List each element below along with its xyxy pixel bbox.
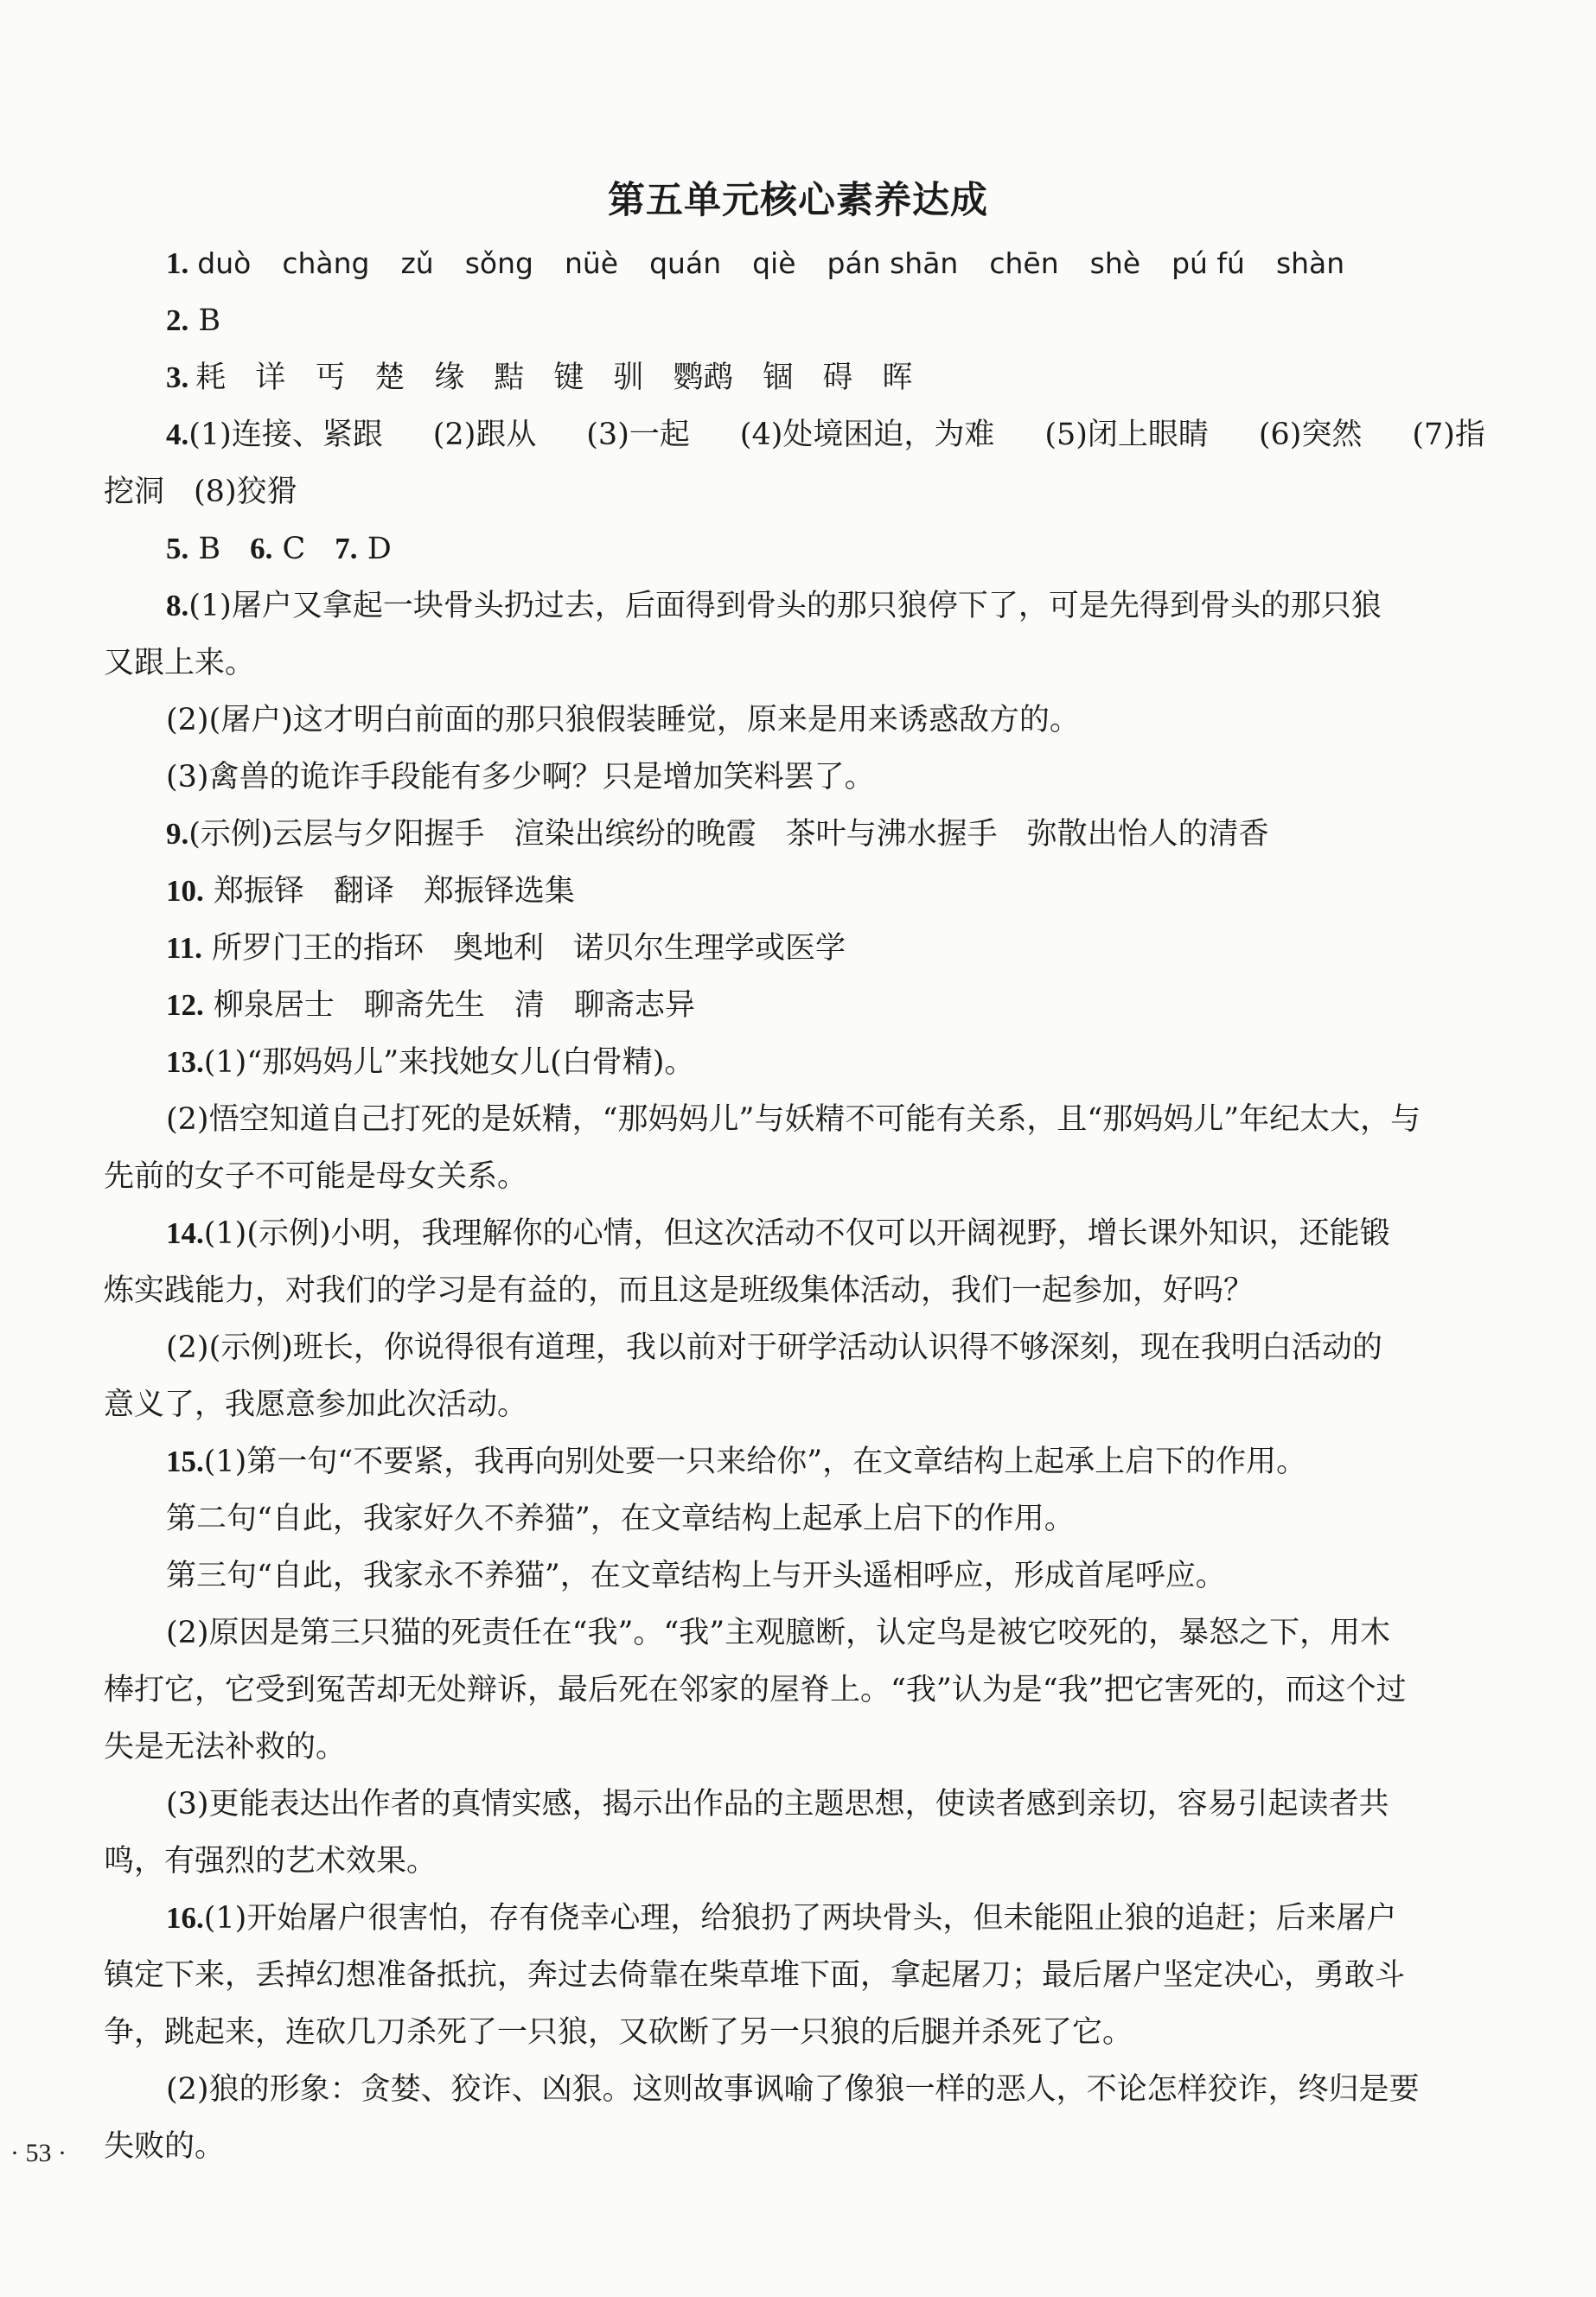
char-4: 楚 xyxy=(374,361,405,395)
q4-part-5: (5)闭上眼睛 xyxy=(1044,418,1209,452)
answer-16-line-4: (2)狼的形象：贪婪、狡诈、凶狠。这则故事讽喻了像狼一样的恶人，不论怎样狡诈，终归是要 xyxy=(166,2072,1420,2107)
answer-15-line-3: 第三句“自此，我家永不养猫”，在文章结构上与开头遥相呼应，形成首尾呼应。 xyxy=(166,1559,1226,1593)
q4-number: 4. xyxy=(166,418,189,451)
q9-part-2: 渲染出缤纷的晚霞 xyxy=(514,817,757,852)
q12-part-2: 聊斋先生 xyxy=(363,988,485,1023)
q10-part-3: 郑振铎选集 xyxy=(423,874,575,909)
q16-number: 16. xyxy=(166,1901,204,1935)
q6-number: 6. xyxy=(250,532,273,565)
answer-13-line-2: (2)悟空知道自己打死的是妖精，“那妈妈儿”与妖精不可能有关系，且“那妈妈儿”年纪太大，与 xyxy=(166,1102,1421,1137)
pinyin-8: pán shān xyxy=(827,246,959,280)
answer-13-line-1 xyxy=(104,1034,1485,1091)
q4-part-3: (3)一起 xyxy=(586,418,690,452)
pinyin-6: quán xyxy=(649,246,722,280)
q2-answer: B xyxy=(198,303,221,338)
q9-number: 9. xyxy=(166,817,189,851)
char-2: 详 xyxy=(255,361,286,395)
pinyin-3: zǔ xyxy=(400,246,434,280)
q4-part-6: (6)突然 xyxy=(1258,418,1363,452)
q1-number: 1. xyxy=(166,246,189,280)
answer-4-line-1 xyxy=(104,406,1485,463)
q12-number: 12. xyxy=(166,988,204,1022)
pinyin-7: qiè xyxy=(752,246,796,280)
q4-part-8: (8)狡猾 xyxy=(194,475,297,509)
pinyin-11: pú fú xyxy=(1171,246,1245,280)
pinyin-12: shàn xyxy=(1275,246,1345,280)
q11-part-1: 所罗门王的指环 xyxy=(211,931,424,966)
pinyin-4: sǒng xyxy=(464,246,533,280)
answer-2 xyxy=(104,292,1485,349)
answer-14-line-1 xyxy=(104,1205,1485,1262)
q11-number: 11. xyxy=(166,931,202,965)
q10-part-1: 郑振铎 xyxy=(213,874,304,909)
q12-part-4: 聊斋志异 xyxy=(573,988,695,1023)
q9-part-4: 弥散出怡人的清香 xyxy=(1026,817,1269,852)
page-title: 第五单元核心素养达成 xyxy=(608,179,988,222)
q6-answer: C xyxy=(282,532,306,566)
q5-number: 5. xyxy=(166,532,189,565)
q9-part-3: 茶叶与沸水握手 xyxy=(785,817,998,852)
q3-number: 3. xyxy=(166,361,189,394)
answer-13-line-3: 先前的女子不可能是母女关系。 xyxy=(104,1159,528,1194)
answer-16-line-2: 镇定下来，丢掉幻想准备抵抗，奔过去倚靠在柴草堆下面，拿起屠刀；最后屠户坚定决心，勇敢斗 xyxy=(104,1958,1406,1993)
answer-15-line-2: 第二句“自此，我家好久不养猫”，在文章结构上起承上启下的作用。 xyxy=(166,1502,1075,1536)
answer-10 xyxy=(104,863,1485,920)
q13-number: 13. xyxy=(166,1045,204,1079)
q11-part-2: 奥地利 xyxy=(452,931,544,966)
char-10: 锢 xyxy=(763,361,794,395)
char-11: 碍 xyxy=(822,361,853,395)
q10-part-2: 翻译 xyxy=(333,874,394,909)
char-6: 黠 xyxy=(494,361,525,395)
char-1: 耗 xyxy=(195,361,227,395)
pinyin-1: duò xyxy=(197,246,252,280)
q7-answer: D xyxy=(367,532,392,566)
answer-8-line-2: 又跟上来。 xyxy=(104,646,256,680)
char-7: 键 xyxy=(553,361,584,395)
answer-4-line-2 xyxy=(104,463,1485,520)
q5-answer: B xyxy=(198,532,221,566)
q8-number: 8. xyxy=(166,589,189,622)
answer-12 xyxy=(104,977,1485,1034)
answer-15-line-5: 棒打它，它受到冤苦却无处辩诉，最后死在邻家的屋脊上。“我”认为是“我”把它害死的，而这个过 xyxy=(104,1673,1407,1707)
q11-part-3: 诺贝尔生理学或医学 xyxy=(573,931,846,966)
q15-number: 15. xyxy=(166,1445,204,1478)
answer-8-line-3: (2)(屠户)这才明白前面的那只狼假装睡觉，原来是用来诱惑敌方的。 xyxy=(166,703,1080,737)
q13-text-1: (1)“那妈妈儿”来找她女儿(白骨精)。 xyxy=(203,1045,695,1080)
q8-text-1: (1)屠户又拿起一块骨头扔过去，后面得到骨头的那只狼停下了，可是先得到骨头的那只狼 xyxy=(188,589,1382,623)
answer-11 xyxy=(104,920,1485,977)
answer-16-line-5: 失败的。 xyxy=(104,2129,226,2164)
char-8: 驯 xyxy=(613,361,644,395)
q4-part-7: (7)指 xyxy=(1412,418,1485,452)
char-12: 晖 xyxy=(882,361,913,395)
answer-15-line-8: 鸣，有强烈的艺术效果。 xyxy=(104,1844,437,1879)
answer-16-line-3: 争，跳起来，连砍几刀杀死了一只狼，又砍断了另一只狼的后腿并杀死了它。 xyxy=(104,2015,1133,2050)
pinyin-5: nüè xyxy=(564,246,619,280)
answer-9 xyxy=(104,806,1485,863)
answer-8-line-1 xyxy=(104,577,1485,635)
q7-number: 7. xyxy=(335,532,358,565)
answer-content xyxy=(104,235,1485,2175)
q4-part-2: (2)跟从 xyxy=(432,418,537,452)
answer-14-line-3: (2)(示例)班长，你说得很有道理，我以前对于研学活动认识得不够深刻，现在我明白活动的 xyxy=(166,1330,1382,1365)
answer-15-line-1 xyxy=(104,1433,1485,1490)
q10-number: 10. xyxy=(166,874,204,908)
char-9: 鹦鹉 xyxy=(673,361,734,395)
q9-part-1: (示例)云层与夕阳握手 xyxy=(188,817,485,852)
q14-text-1: (1)(示例)小明，我理解你的心情，但这次活动不仅可以开阔视野，增长课外知识，还能锻 xyxy=(203,1216,1390,1251)
page-number: · 53 · xyxy=(10,2139,67,2167)
char-5: 缘 xyxy=(434,361,465,395)
q4-part-7-cont: 挖洞 xyxy=(104,475,165,509)
q15-text-1: (1)第一句“不要紧，我再向别处要一只来给你”，在文章结构上起承上启下的作用。 xyxy=(203,1445,1307,1479)
char-3: 丐 xyxy=(315,361,346,395)
answer-1 xyxy=(104,235,1485,292)
q4-part-4: (4)处境困迫，为难 xyxy=(739,418,995,452)
q2-number: 2. xyxy=(166,303,189,337)
q16-text-1: (1)开始屠户很害怕，存有侥幸心理，给狼扔了两块骨头，但未能阻止狼的追赶；后来屠户 xyxy=(203,1901,1397,1936)
answer-15-line-7: (3)更能表达出作者的真情实感，揭示出作品的主题思想，使读者感到亲切，容易引起读者共 xyxy=(166,1787,1389,1822)
q12-part-3: 清 xyxy=(514,988,545,1023)
answer-16-line-1 xyxy=(104,1890,1485,1947)
answer-3 xyxy=(104,349,1485,406)
q4-part-1: (1)连接、紧跟 xyxy=(188,418,383,452)
answer-5-7 xyxy=(104,520,1485,577)
answer-8-line-4: (3)禽兽的诡诈手段能有多少啊？只是增加笑料罢了。 xyxy=(166,760,875,794)
answer-15-line-4: (2)原因是第三只猫的死责任在“我”。“我”主观臆断，认定鸟是被它咬死的，暴怒之下，用木 xyxy=(166,1616,1391,1650)
answer-15-line-6: 失是无法补救的。 xyxy=(104,1730,347,1764)
pinyin-2: chàng xyxy=(282,246,370,280)
answer-14-line-4: 意义了，我愿意参加此次活动。 xyxy=(104,1388,528,1422)
q14-number: 14. xyxy=(166,1216,204,1250)
answer-14-line-2: 炼实践能力，对我们的学习是有益的，而且这是班级集体活动，我们一起参加，好吗？ xyxy=(104,1273,1254,1308)
pinyin-9: chēn xyxy=(989,246,1059,280)
pinyin-10: shè xyxy=(1089,246,1141,280)
q12-part-1: 柳泉居士 xyxy=(213,988,335,1023)
